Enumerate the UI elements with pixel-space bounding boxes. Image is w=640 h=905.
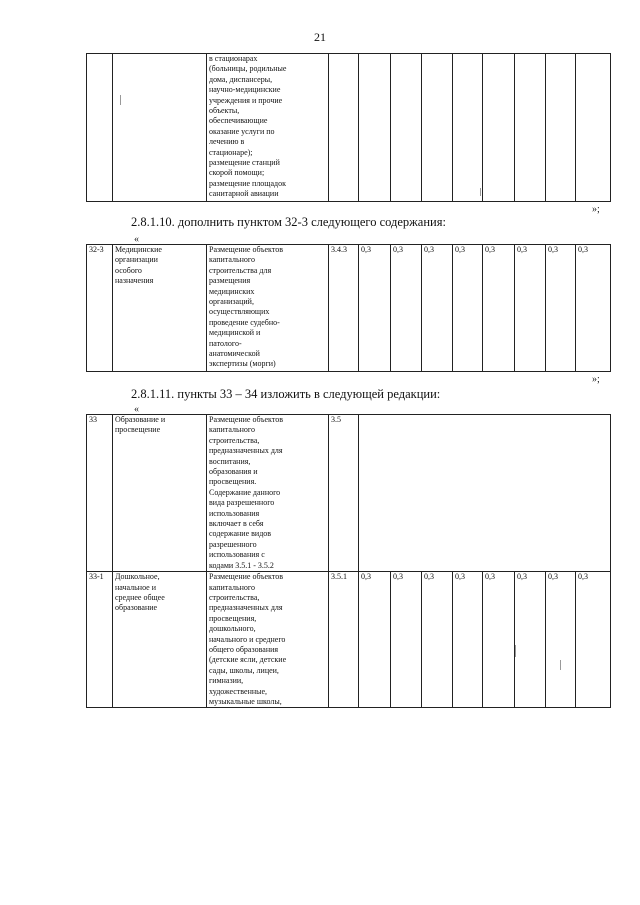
table-continuation (86, 53, 611, 202)
table-row (87, 572, 611, 708)
cell-text-line: (детские ясли, детские (209, 655, 287, 665)
cell-text-line: содержание видов (209, 529, 272, 539)
value-cell: 0,3 (453, 572, 483, 708)
cell-text-line: Медицинские (115, 245, 162, 254)
value-cell: 0,3 (546, 572, 576, 708)
value-cell: 0,3 (422, 572, 453, 708)
table-items-33 (86, 414, 611, 708)
section-heading-2-8-1-11: 2.8.1.11. пункты 33 – 34 изложить в следующей редакции: (131, 387, 441, 401)
cell-text-line: среднее общее (115, 592, 165, 602)
description-cell (207, 245, 329, 372)
cell-text-line: назначения (115, 276, 154, 286)
cell-text-line: Дошкольное, (115, 572, 160, 582)
value-cell: 0,3 (359, 572, 391, 708)
cell-text-line: начального и среднего (209, 634, 286, 644)
value-cell (515, 54, 546, 202)
cell-text-line: проведение судебно- (209, 317, 280, 327)
cell-text-line: Содержание данного (209, 487, 281, 497)
cell-text-line: медицинской и (209, 328, 261, 338)
cell-text-line: строительства, (209, 592, 260, 602)
cell-text-line: анатомической (209, 349, 260, 359)
cell-text-line: объекты, (209, 106, 240, 116)
value-cell (422, 54, 453, 202)
value-cell: 0,3 (422, 245, 453, 372)
name-cell (113, 415, 207, 572)
value-cell: 0,3 (546, 245, 576, 372)
cell-text-line: организаций, (209, 297, 254, 307)
cell-text-line: образование (115, 603, 158, 613)
cell-text-line: строительства, (209, 435, 260, 445)
cell-text-line: Размещение объектов (209, 415, 283, 424)
cell-text-line: строительства для (209, 265, 272, 275)
cell-text-line: дома, диспансеры, (209, 74, 273, 84)
cell-text-line: просвещения, (209, 613, 257, 623)
value-cell: 0,3 (359, 245, 391, 372)
cell-text-line: сады, школы, лицеи, (209, 665, 279, 675)
cell-text-line: организации (115, 255, 158, 265)
cell-text-line: Размещение объектов (209, 245, 283, 254)
cell-text-line: дошкольного, (209, 624, 256, 634)
cell-text-line: Размещение объектов (209, 572, 283, 582)
vid-code-cell: 3.4.3 (329, 245, 359, 372)
cell-text-line: образования и (209, 467, 258, 477)
open-quote-mark: « (134, 234, 139, 245)
cell-text-line: Образование и (115, 415, 166, 424)
cell-text-line: общего образования (209, 644, 279, 654)
cell-text-line: разрешенного (209, 539, 257, 549)
section-heading-2-8-1-10: 2.8.1.10. дополнить пунктом 32-3 следующего содержания: (131, 215, 446, 229)
cell-text-line: капитального (209, 582, 255, 592)
table-row (87, 415, 611, 572)
table-row (87, 245, 611, 372)
cell-text-line: обеспечивающие (209, 116, 268, 126)
merged-empty-cell (359, 415, 611, 572)
cell-text-line: музыкальные школы, (209, 696, 282, 706)
cell-text-line: в стационарах (209, 54, 258, 63)
value-cell (391, 54, 422, 202)
cell-text-line: особого (115, 265, 142, 275)
name-cell (113, 572, 207, 708)
cell-text-line: (больницы, родильные (209, 64, 287, 74)
value-cell (576, 54, 611, 202)
cell-text-line: санитарной авиации (209, 189, 279, 199)
cell-text-line: просвещение (115, 425, 161, 435)
value-cell: 0,3 (576, 572, 611, 708)
name-cell (113, 245, 207, 372)
page-number: 21 (314, 30, 326, 44)
cell-text-line: включает в себя (209, 519, 264, 529)
cell-text-line: капитального (209, 425, 255, 435)
cell-text-line: предназначенных для (209, 446, 283, 456)
description-cell (207, 415, 329, 572)
scan-speck (120, 95, 121, 105)
cell-text-line: размещение станций (209, 158, 280, 168)
description-cell (207, 572, 329, 708)
cell-text-line: капитального (209, 255, 255, 265)
cell-text-line: экспертизы (морги) (209, 359, 276, 369)
end-quote-mark: »; (592, 204, 600, 215)
value-cell: 0,3 (391, 245, 422, 372)
name-cell (113, 54, 207, 202)
value-cell: 0,3 (391, 572, 422, 708)
cell-text-line: воспитания, (209, 456, 251, 466)
cell-text-line: просвещения. (209, 477, 257, 487)
value-cell (453, 54, 483, 202)
value-cell: 0,3 (483, 572, 515, 708)
vid-code-cell: 3.5.1 (329, 572, 359, 708)
open-quote-mark: « (134, 404, 139, 415)
cell-text-line: патолого- (209, 338, 242, 348)
value-cell (546, 54, 576, 202)
cell-text-line: вида разрешенного (209, 498, 275, 508)
code-cell: 32-3 (87, 245, 113, 372)
description-cell (207, 54, 329, 202)
cell-text-line: учреждения и прочие (209, 95, 283, 105)
cell-text-line: гимназии, (209, 676, 244, 686)
cell-text-line: использования (209, 508, 260, 518)
cell-text-line: научно-медицинские (209, 85, 281, 95)
cell-text-line: медицинских (209, 286, 255, 296)
vid-code-cell: 3.5 (329, 415, 359, 572)
cell-text-line: размещения (209, 276, 251, 286)
value-cell: 0,3 (515, 245, 546, 372)
code-cell: 33 (87, 415, 113, 572)
value-cell: 0,3 (453, 245, 483, 372)
cell-text-line: лечению в (209, 137, 245, 147)
cell-text-line: размещение площадок (209, 178, 286, 188)
value-cell (483, 54, 515, 202)
table-item-32-3 (86, 244, 611, 372)
scan-speck (480, 188, 481, 196)
scan-speck (560, 660, 561, 670)
cell-text-line: использования с (209, 550, 265, 560)
value-cell: 0,3 (576, 245, 611, 372)
value-cell: 0,3 (483, 245, 515, 372)
end-quote-mark: »; (592, 374, 600, 385)
scan-speck (515, 645, 516, 657)
cell-text-line: оказание услуги по (209, 126, 275, 136)
vid-code-cell (329, 54, 359, 202)
cell-text-line: начальное и (115, 582, 157, 592)
cell-text-line: кодами 3.5.1 - 3.5.2 (209, 560, 274, 570)
code-cell: 33-1 (87, 572, 113, 708)
value-cell (359, 54, 391, 202)
table-row (87, 54, 611, 202)
cell-text-line: скорой помощи; (209, 168, 265, 178)
cell-text-line: художественные, (209, 686, 268, 696)
code-cell (87, 54, 113, 202)
value-cell: 0,3 (515, 572, 546, 708)
cell-text-line: предназначенных для (209, 603, 283, 613)
cell-text-line: стационаре); (209, 147, 253, 157)
cell-text-line: осуществляющих (209, 307, 270, 317)
